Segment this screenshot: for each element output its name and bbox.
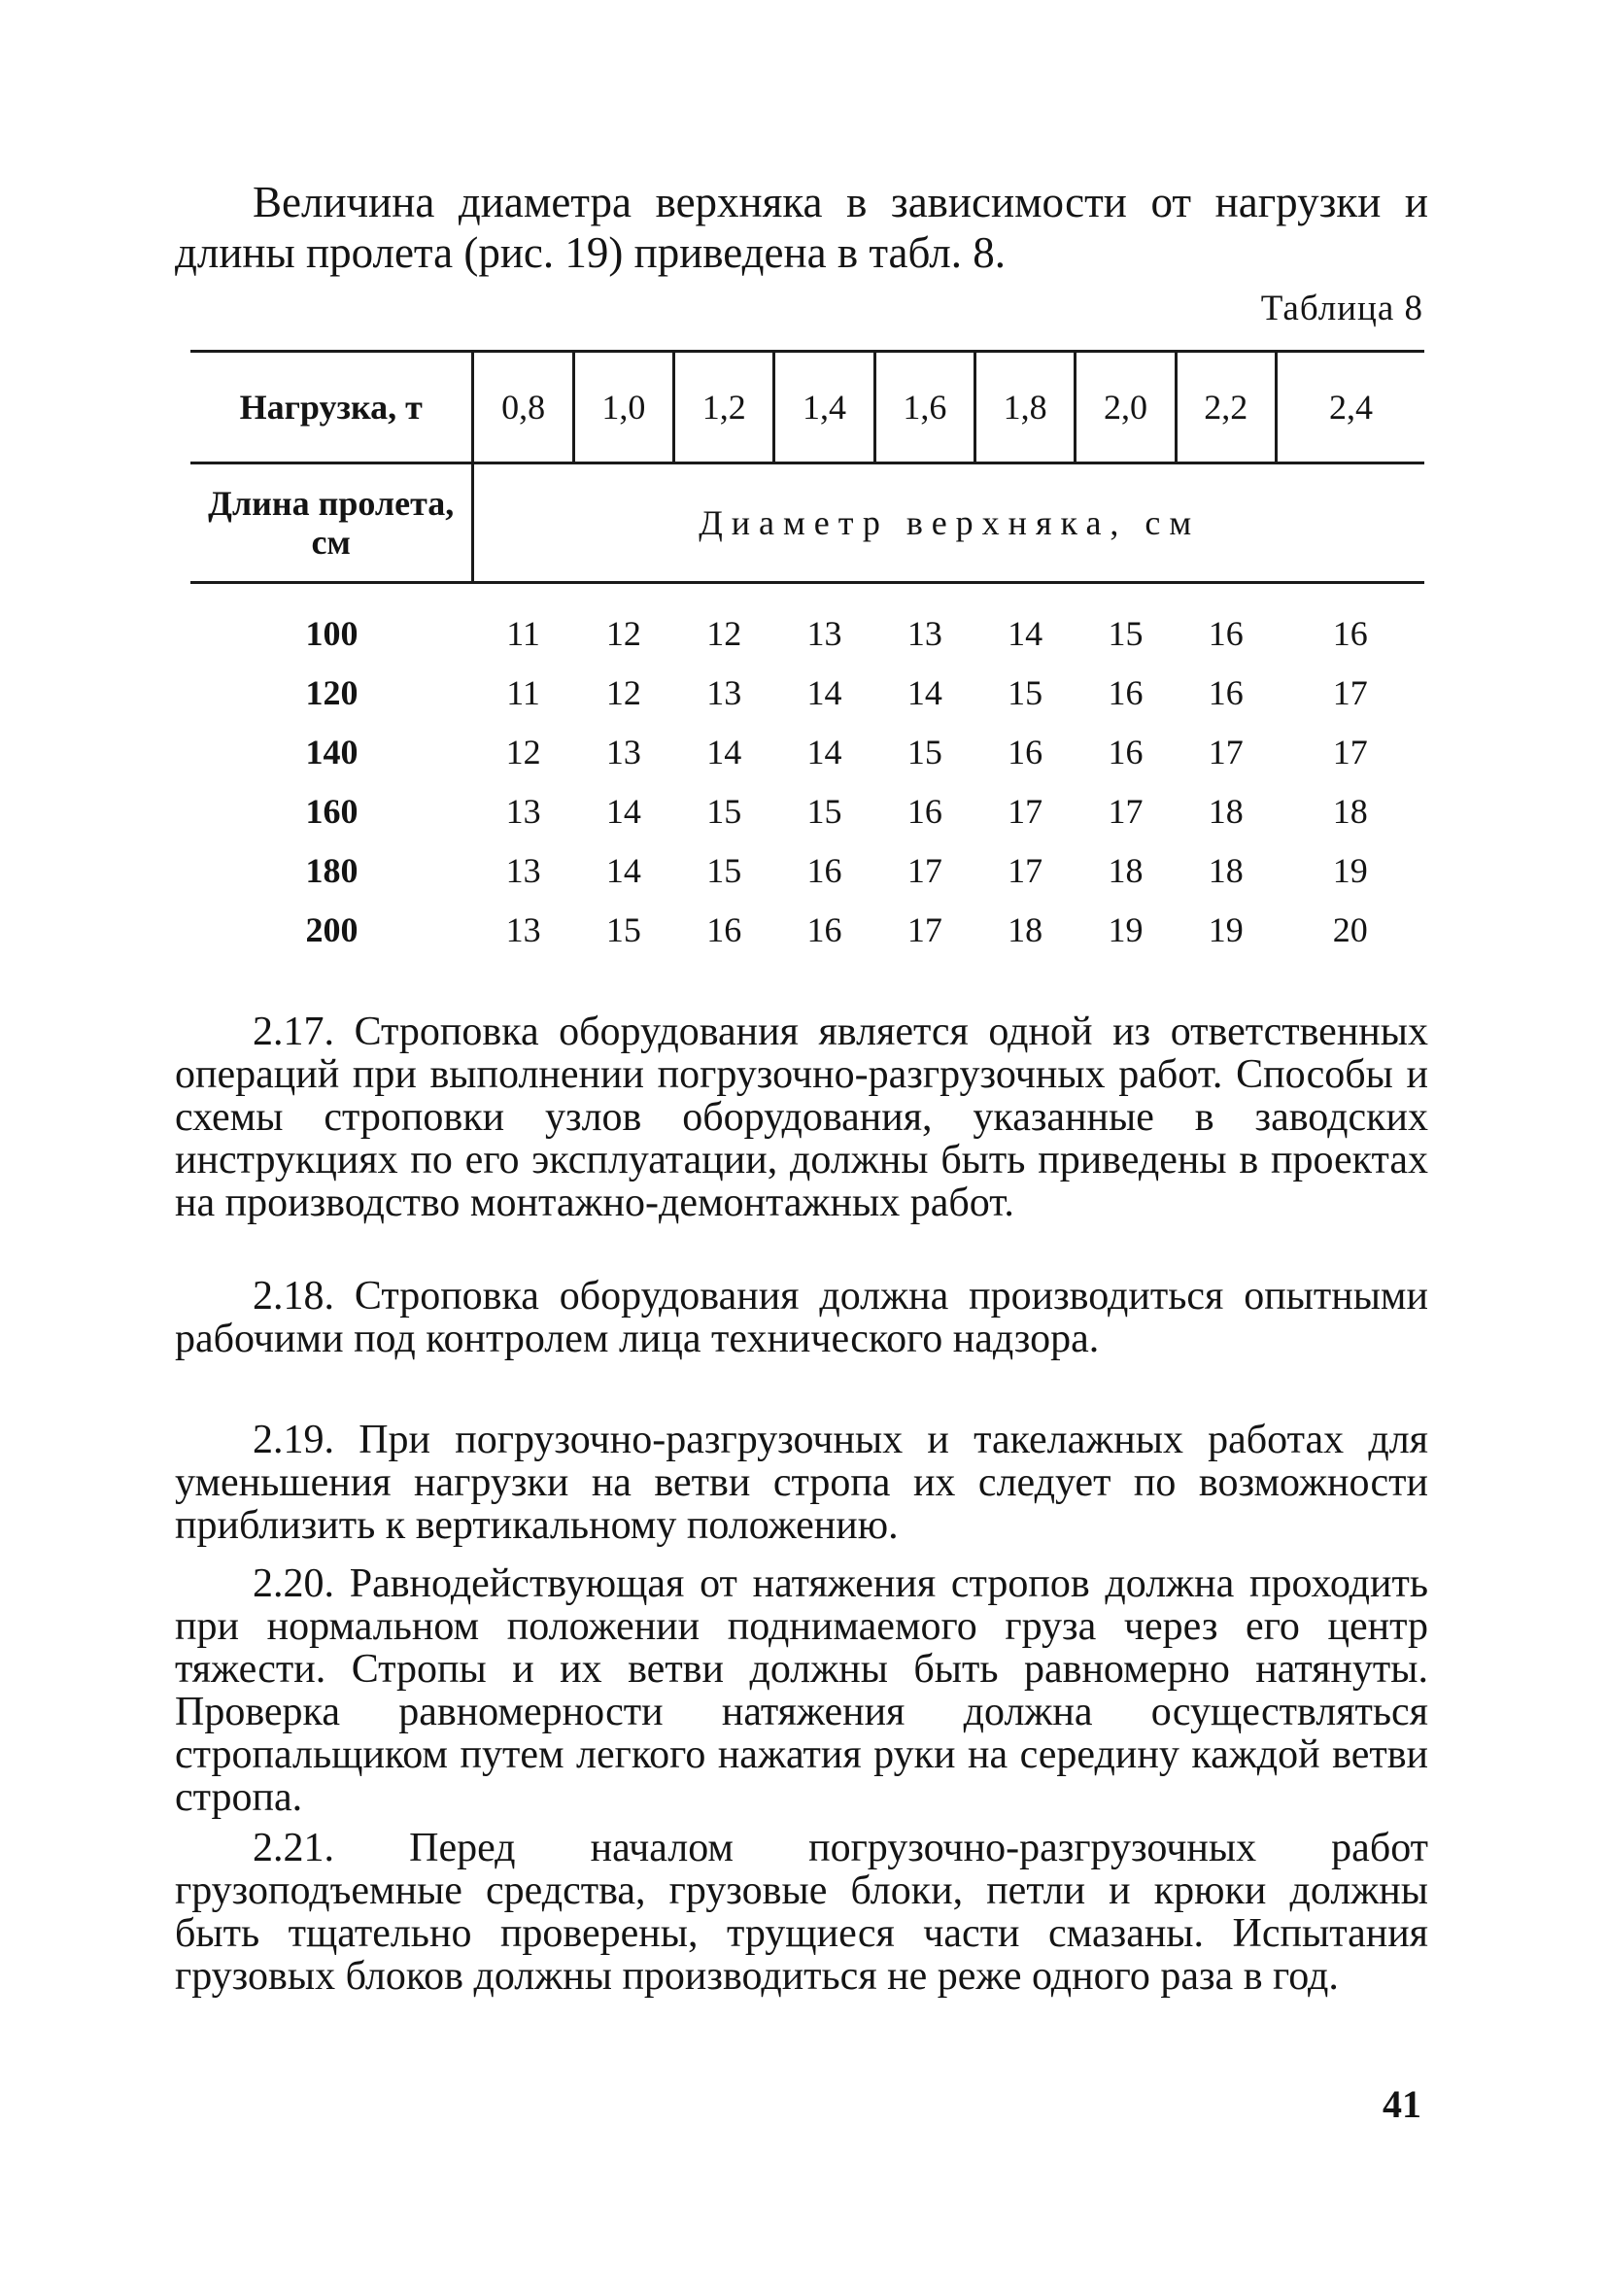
intro-paragraph: Величина диаметра верхняка в зависимости от нагрузки и длины пролета (рис. 19) приведена в табл. 8. xyxy=(175,178,1428,277)
diameter-cell: 14 xyxy=(605,850,641,890)
diameter-cell: 11 xyxy=(506,672,540,712)
diameter-cell: 11 xyxy=(506,613,540,653)
diameter-cell: 14 xyxy=(605,791,641,831)
table-row xyxy=(190,840,1424,900)
load-cell: 1,6 xyxy=(874,352,974,463)
diameter-cell: 15 xyxy=(906,732,942,771)
load-cell: 1,8 xyxy=(974,352,1075,463)
diameter-cell: 12 xyxy=(605,613,641,653)
diameter-header: Диаметр верхняка, см xyxy=(473,463,1424,583)
paragraph-2-19: 2.19. При погрузочно-разгрузочных и такелажных работах для уменьшения нагрузки на ветви стропа их следует по возможности приблизить к вертикальному положению. xyxy=(175,1418,1428,1548)
diameter-cell: 15 xyxy=(605,909,641,949)
diameter-cell: 19 xyxy=(1108,909,1144,949)
diameter-cell: 14 xyxy=(706,732,742,771)
diameter-cell: 17 xyxy=(1208,732,1244,771)
paragraph-2-20: 2.20. Равнодействующая от натяжения стропов должна проходить при нормальном положении поднимаемого груза через его центр тяжести. Стропы и их ветви должны быть равномерно натянуты. Проверка равномерности натяжения должна осуществляться стропальщиком путем легкого нажатия руки на середину каждой ветви стропа. xyxy=(175,1561,1428,1820)
diameter-cell: 18 xyxy=(1208,791,1244,831)
load-cell: 0,8 xyxy=(473,352,573,463)
diameter-cell: 13 xyxy=(505,791,541,831)
diameter-cell: 17 xyxy=(1332,672,1368,712)
diameter-cell: 12 xyxy=(505,732,541,771)
page-number: 41 xyxy=(1383,2082,1421,2126)
diameter-cell: 16 xyxy=(1008,732,1043,771)
diameter-cell: 18 xyxy=(1008,909,1043,949)
diameter-cell: 12 xyxy=(706,613,742,653)
span-value: 120 xyxy=(305,672,359,712)
diameter-cell: 16 xyxy=(806,850,842,890)
diameter-cell: 14 xyxy=(906,672,942,712)
span-value: 180 xyxy=(305,850,359,890)
diameter-cell: 15 xyxy=(1008,672,1043,712)
diameter-cell: 12 xyxy=(605,672,641,712)
diameter-cell: 17 xyxy=(906,850,942,890)
span-header-row xyxy=(190,463,1424,583)
diameter-table xyxy=(190,350,1424,959)
diameter-cell: 13 xyxy=(806,613,842,653)
load-cell: 2,4 xyxy=(1276,352,1424,463)
diameter-cell: 16 xyxy=(1108,732,1144,771)
table-row xyxy=(190,722,1424,781)
span-value: 100 xyxy=(305,613,359,653)
diameter-cell: 14 xyxy=(806,672,842,712)
load-cell: 1,0 xyxy=(573,352,673,463)
diameter-cell: 15 xyxy=(706,791,742,831)
table-row xyxy=(190,663,1424,722)
diameter-cell: 17 xyxy=(1008,850,1043,890)
diameter-cell: 16 xyxy=(1332,613,1368,653)
span-header: Длина пролета, см xyxy=(190,463,473,583)
diameter-cell: 16 xyxy=(1108,672,1144,712)
diameter-cell: 15 xyxy=(1108,613,1144,653)
span-value: 200 xyxy=(305,909,359,949)
diameter-cell: 18 xyxy=(1208,850,1244,890)
diameter-cell: 14 xyxy=(806,732,842,771)
span-value: 140 xyxy=(305,732,359,771)
diameter-cell: 14 xyxy=(1008,613,1043,653)
load-cell: 2,2 xyxy=(1176,352,1276,463)
diameter-cell: 16 xyxy=(1208,672,1244,712)
diameter-cell: 13 xyxy=(906,613,942,653)
diameter-cell: 15 xyxy=(806,791,842,831)
diameter-cell: 18 xyxy=(1332,791,1368,831)
paragraph-2-21: 2.21. Перед началом погрузочно-разгрузочных работ грузоподъемные средства, грузовые блоки, петли и крюки должны быть тщательно проверены, трущиеся части смазаны. Испытания грузовых блоков должны производиться не реже одного раза в год. xyxy=(175,1826,1428,1999)
diameter-cell: 17 xyxy=(1332,732,1368,771)
table-row xyxy=(190,900,1424,959)
load-cell: 1,4 xyxy=(774,352,874,463)
diameter-cell: 18 xyxy=(1108,850,1144,890)
diameter-cell: 13 xyxy=(505,850,541,890)
diameter-cell: 19 xyxy=(1208,909,1244,949)
span-value: 160 xyxy=(305,791,359,831)
paragraph-2-17: 2.17. Строповка оборудования является одной из ответственных операций при выполнении погрузочно-разгрузочных работ. Способы и схемы строповки узлов оборудования, указанные в заводских инструкциях по его эксплуатации, должны быть приведены в проектах на производство монтажно-демонтажных работ. xyxy=(175,1010,1428,1225)
load-header: Нагрузка, т xyxy=(190,352,473,463)
diameter-cell: 16 xyxy=(706,909,742,949)
load-header-row xyxy=(190,352,1424,463)
table-caption: Таблица 8 xyxy=(1260,289,1423,328)
diameter-cell: 17 xyxy=(1008,791,1043,831)
diameter-cell: 13 xyxy=(605,732,641,771)
load-cell: 2,0 xyxy=(1076,352,1176,463)
table-row xyxy=(190,781,1424,840)
diameter-cell: 20 xyxy=(1332,909,1368,949)
diameter-cell: 16 xyxy=(906,791,942,831)
diameter-cell: 19 xyxy=(1332,850,1368,890)
diameter-cell: 17 xyxy=(1108,791,1144,831)
diameter-cell: 17 xyxy=(906,909,942,949)
diameter-cell: 15 xyxy=(706,850,742,890)
table-row xyxy=(190,583,1424,664)
diameter-cell: 13 xyxy=(706,672,742,712)
diameter-cell: 13 xyxy=(505,909,541,949)
diameter-cell: 16 xyxy=(1208,613,1244,653)
diameter-cell: 16 xyxy=(806,909,842,949)
paragraph-2-18: 2.18. Строповка оборудования должна производиться опытными рабочими под контролем лица технического надзора. xyxy=(175,1274,1428,1361)
load-cell: 1,2 xyxy=(674,352,774,463)
